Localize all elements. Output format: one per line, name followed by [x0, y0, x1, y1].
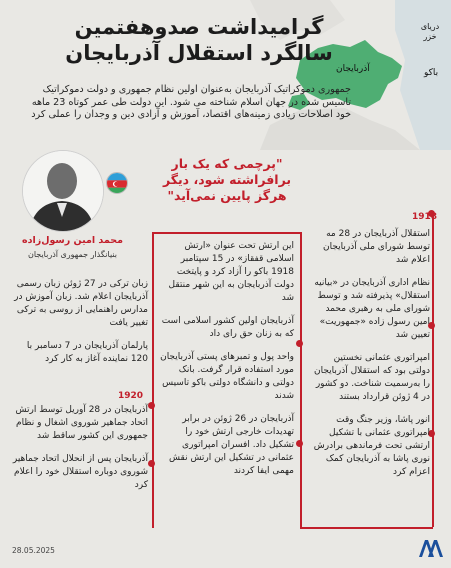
timeline-line-right — [432, 212, 434, 527]
person-role: بنیانگذار جمهوری آذربایجان — [27, 250, 118, 259]
year-1920: 1920 — [118, 391, 144, 401]
sea-label-line1: دریای — [420, 22, 440, 31]
quote-text: "پرچمی که یک بار برافراشته شود، دیگر هرگز پایین نمی‌آید" — [162, 156, 292, 203]
timeline-line-left — [152, 232, 154, 528]
event-text: امپراتوری عثمانی نخستین دولتی بود که استقلال آذربایجان را به‌رسمیت شناخت. دو کشور در 4 ژوئن قرارداد بستند — [313, 353, 430, 402]
event-text: آذربایجان اولین کشور اسلامی است که به زنان حق رای داد — [161, 316, 294, 339]
portrait-photo — [22, 150, 104, 232]
event-text: استقلال آذربایجان در 28 مه توسط شورای ملی آذربایجان اعلام شد — [323, 229, 430, 265]
event-text: زبان ترکی در 27 ژوئن زبان رسمی آذربایجان اعلام شد. زبان آموزش در مدارس راهنمایی از روسی به ترکی تغییر یافت — [14, 279, 148, 328]
map-country-label: آذربایجان — [336, 64, 370, 74]
timeline-line-middle — [300, 232, 302, 528]
event-text: این ارتش تحت عنوان «ارتش اسلامی قفقاز» در 15 سپتامبر 1918 باکو را آزاد کرد و پایتخت دولت آذربایجان به این شهر منتقل شد — [168, 241, 294, 303]
event-text: نظام اداری آذربایجان در «بیانیه استقلال» پذیرفته شد و توسط شورای ملی به رهبری محمد امین رسول زاده «جمهوریت» تعیین شد — [314, 278, 430, 340]
timeline-right-column — [312, 228, 430, 489]
timeline-dot — [296, 440, 303, 447]
event-text: آذربایجان پس از انحلال اتحاد جماهیر شوروی دوباره استقلال خود را اعلام کرد — [12, 454, 148, 490]
timeline-dot — [296, 340, 303, 347]
agency-logo-icon — [418, 538, 444, 558]
page-title — [39, 14, 359, 66]
timeline-connector-bottom — [300, 527, 433, 529]
intro-text: جمهوری دموکراتیک آذربایجان به‌عنوان اولین نظام جمهوری و دولت دموکراتیک تاسیس شده در جهان اسلام شناخته می شود. این دولت طی عمر کوتاه 23 ماهه خود اصلاحات زیادی زمینه‌های اقتصاد، آموزش و آزادی دین و وجدان را عملی کرد — [31, 84, 351, 120]
sea-label-line2: خزر — [423, 32, 437, 41]
publish-date: 28.05.2025 — [12, 546, 55, 555]
year-1918: 1918 — [412, 212, 438, 222]
timeline-dot — [148, 460, 155, 467]
event-text: پارلمان آذربایجان در 7 دسامبر با 120 نماینده آغاز به کار کرد — [26, 341, 148, 364]
timeline-connector-top — [152, 232, 301, 234]
event-text: آذربایجان در 28 آوریل توسط ارتش اتحاد جماهیر شوروی اشغال و نظام جمهوری این کشور ساقط شد — [15, 405, 148, 441]
map-sea-label — [418, 22, 442, 42]
timeline-middle-column — [160, 240, 294, 488]
event-text: انور پاشا، وزیر جنگ وقت امپراتوری عثمانی با تشکیل ارتشی تحت فرماندهی برادرش نوری پاشا به آذربایجان کمک اعزام کرد — [313, 415, 430, 477]
timeline-left-column-bottom — [10, 404, 148, 502]
map-city-label: باکو — [424, 68, 439, 78]
event-text: واحد پول و تمبرهای پستی آذربایجان مورد استفاده قرار گرفت. بانک دولتی و دانشگاه دولتی باکو تاسیس شدند — [160, 352, 294, 401]
timeline-dot — [148, 402, 155, 409]
event-text: آذربایجان در 26 ژوئن در برابر تهدیدات خارجی ارتش خود را تشکیل داد. افسران امپراتوری عثمانی در تشکیل این ارتش نقش مهمی ایفا کردند — [169, 414, 294, 476]
timeline-left-column-top — [10, 278, 148, 376]
azerbaijan-flag-icon — [106, 172, 128, 194]
title-line2: سالگرد استقلال آذربایجان — [65, 41, 333, 65]
person-name: محمد امین رسول‌زاده — [22, 235, 123, 246]
title-line1: گرامیداشت صدوهفتمین — [74, 15, 324, 39]
